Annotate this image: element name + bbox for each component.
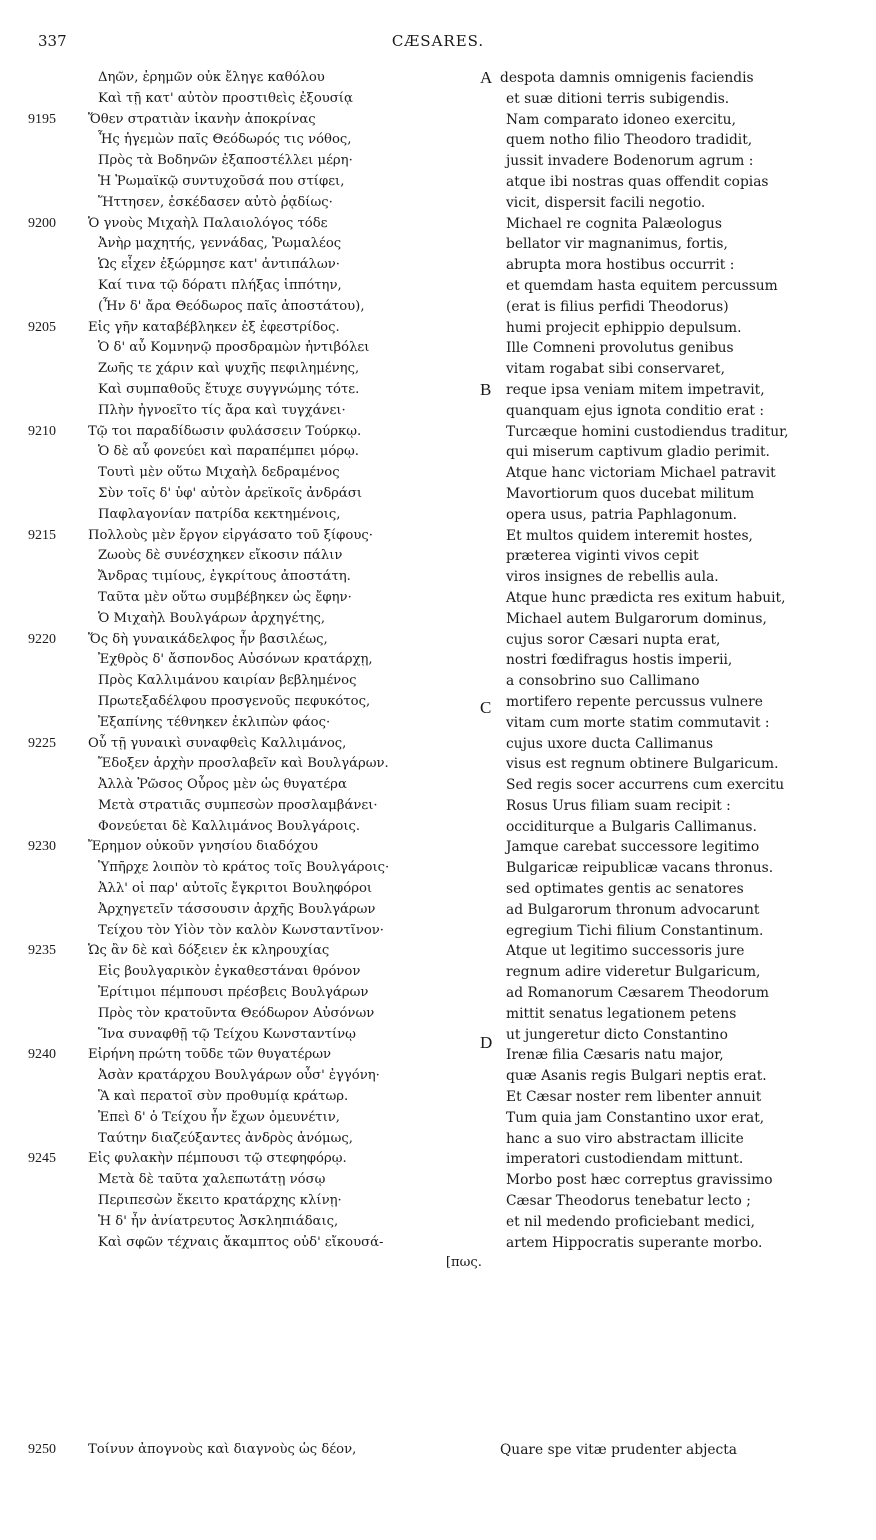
greek-line-number: 9220 (28, 631, 56, 647)
latin-verse-text: Michael autem Bulgarorum dominus, (506, 610, 767, 627)
greek-verse-text: Ἥττησεν, ἐσκέδασεν αὐτὸ ῥᾳδίως· (98, 194, 333, 210)
latin-verse-text: Irenæ filia Cæsaris natu major, (506, 1047, 724, 1064)
greek-verse-text: Ἐξαπίνης τέθνηκεν ἐκλιπὼν φάος· (98, 714, 331, 730)
latin-line (472, 713, 862, 734)
greek-verse-text: Πρὸς Καλλιμάνου καιρίαν βεβλημένος (98, 673, 357, 689)
greek-line (28, 588, 488, 609)
latin-verse-text: vitam cum morte statim commutavit : (506, 714, 770, 731)
greek-line (28, 151, 488, 172)
latin-verse-text: atque ibi nostras quas offendit copias (506, 173, 769, 190)
greek-verse-text: Ἄνδρας τιμίους, ἐγκρίτους ἀποστάτη. (98, 569, 351, 585)
latin-line (472, 941, 862, 962)
latin-line (472, 1191, 862, 1212)
greek-line-number: 9245 (28, 1151, 56, 1167)
greek-verse-text: Ὁ δ' αὖ Κομνηνῷ προσδραμὼν ἠντιβόλει (98, 340, 370, 356)
latin-verse-text: Morbo post hæc correptus gravissimo (506, 1172, 773, 1189)
latin-verse-text: mittit senatus legationem petens (506, 1005, 737, 1022)
latin-line (472, 734, 862, 755)
greek-verse-text: Μετὰ στρατιᾶς συμπεσὼν προσλαμβάνει· (98, 797, 378, 813)
latin-verse-text: ad Romanorum Cæsarem Theodorum (506, 985, 769, 1002)
greek-line (28, 921, 488, 942)
greek-line (28, 817, 488, 838)
latin-verse-text: egregium Tichi filium Constantinum. (506, 922, 764, 939)
greek-line (28, 1045, 488, 1066)
greek-verse-text: Οὗ τῇ γυναικὶ συναφθεὶς Καλλιμάνος, (88, 735, 347, 751)
latin-verse-text: Mavortiorum quos ducebat militum (506, 485, 755, 502)
latin-line (472, 151, 862, 172)
latin-verse-text: Cæsar Theodorus tenebatur lecto ; (506, 1193, 751, 1210)
latin-verse-text: jussit invadere Bodenorum agrum : (506, 153, 754, 170)
latin-line (472, 796, 862, 817)
greek-line (28, 234, 488, 255)
latin-verse-text: sed optimates gentis ac senatores (506, 881, 744, 898)
greek-verse-text: Εἰς γῆν καταβέβληκεν ἐξ ἐφεστρίδος. (88, 319, 340, 335)
greek-verse-text: Δηῶν, ἐρημῶν οὐκ ἔληγε καθόλου (98, 70, 325, 85)
greek-line (28, 650, 488, 671)
greek-verse-text: Ζωῆς τε χάριν καὶ ψυχῆς πεφιλημένης, (98, 361, 360, 377)
latin-verse-text: Tum quia jam Constantino uxor erat, (506, 1109, 765, 1126)
greek-line (28, 89, 488, 110)
greek-verse-text: Ζωοὺς δὲ συνέσχηκεν εἴκοσιν πάλιν (98, 548, 343, 564)
section-marker: B (480, 379, 492, 399)
latin-line (472, 775, 862, 796)
latin-verse-text: Rosus Urus filiam suam recipit : (506, 797, 731, 814)
greek-line (28, 359, 488, 380)
latin-line (472, 505, 862, 526)
greek-verse-text: Καὶ σφῶν τέχναις ἄκαμπτος οὐδ' εἴκουσά- (98, 1234, 384, 1250)
latin-verse-text: Quare spe vitæ prudenter abjecta (500, 1442, 738, 1458)
greek-verse-text: Ὡς ἂν δὲ καὶ δόξειεν ἐκ κληρουχίας (88, 943, 330, 959)
greek-verse-text: Φονεύεται δὲ Καλλιμάνος Βουλγάροις. (98, 818, 361, 834)
greek-verse-text: Περιπεσὼν ἔκειτο κρατάρχης κλίνῃ· (98, 1193, 342, 1209)
latin-line (472, 1170, 862, 1191)
latin-line (472, 858, 862, 879)
latin-verse-text: mortifero repente percussus vulnere (506, 693, 763, 710)
greek-verse-text: Ἀνὴρ μαχητής, γεννάδας, Ῥωμαλέος (98, 236, 342, 252)
greek-verse-text: Ὁ γνοὺς Μιχαὴλ Παλαιολόγος τόδε (88, 215, 328, 231)
greek-verse-text: Καί τινα τῷ δόρατι πλήξας ἱππότην, (98, 277, 342, 293)
latin-line (472, 1108, 862, 1129)
greek-line (28, 214, 488, 235)
greek-verse-text: (Ἦν δ' ἄρα Θεόδωρος παῖς ἀποστάτου), (98, 298, 365, 314)
latin-line (472, 214, 862, 235)
section-marker: C (480, 697, 492, 717)
latin-verse-text: Jamque carebat successore legitimo (506, 839, 760, 856)
greek-line (28, 193, 488, 214)
greek-verse-text: Πλὴν ἠγνοεῖτο τίς ἄρα καὶ τυγχάνει· (98, 402, 346, 418)
latin-verse-text: et nil medendo proficiebant medici, (506, 1213, 755, 1230)
latin-line (472, 338, 862, 359)
greek-line (28, 297, 488, 318)
greek-verse-text: Καὶ τῇ κατ' αὐτὸν προστιθεὶς ἐξουσίᾳ (98, 90, 353, 106)
greek-verse-text: Ἐχθρὸς δ' ἄσπονδος Αὐσόνων κρατάρχῃ, (98, 652, 373, 668)
greek-line (28, 546, 488, 567)
greek-verse-text: Ἐπεὶ δ' ὁ Τείχου ἦν ἔχων ὁμευνέτιν, (98, 1109, 340, 1125)
latin-line (472, 1233, 862, 1254)
latin-line (472, 110, 862, 131)
latin-verse-text: viros insignes de rebellis aula. (506, 569, 719, 586)
section-marker: D (480, 1032, 493, 1052)
latin-verse-text: vicit, dispersit facili negotio. (506, 194, 706, 211)
latin-line (472, 567, 862, 588)
greek-line (28, 442, 488, 463)
latin-line (472, 671, 862, 692)
latin-verse-text: Atque ut legitimo successoris jure (506, 943, 745, 960)
greek-line (28, 1149, 488, 1170)
latin-verse-text: ad Bulgarorum thronum advocarunt (506, 901, 760, 918)
latin-verse-text: occiditurque a Bulgaris Callimanus. (506, 818, 757, 835)
greek-verse-text: Τῷ τοι παραδίδωσιν φυλάσσειν Τούρκῳ. (88, 423, 362, 439)
greek-verse-text: Ἡ Ῥωμαϊκῷ συντυχοῦσά που στίφει, (98, 173, 345, 189)
latin-verse-text: Bulgaricæ reipublicæ vacans thronus. (506, 860, 774, 877)
section-marker: A (480, 68, 493, 87)
greek-line (28, 526, 488, 547)
latin-line (472, 1212, 862, 1233)
greek-line (28, 1004, 488, 1025)
greek-final-line (28, 1440, 488, 1461)
greek-line (28, 941, 488, 962)
greek-line (28, 692, 488, 713)
latin-verse-text: ut jungeretur dicto Constantino (506, 1026, 728, 1043)
greek-verse-text: Ἐρίτιμοι πέμπουσι πρέσβεις Βουλγάρων (98, 985, 369, 1001)
latin-verse-text: imperatori custodiendam mittunt. (506, 1151, 744, 1168)
greek-verse-text: Εἰς βουλγαρικὸν ἐγκαθεστάναι θρόνον (98, 964, 361, 980)
latin-line (472, 921, 862, 942)
greek-verse-text: Ἧς ἡγεμὼν παῖς Θεόδωρός τις νόθος, (98, 132, 352, 148)
page-header (0, 32, 876, 58)
latin-line (472, 1149, 862, 1170)
greek-line (28, 463, 488, 484)
greek-verse-text: Ταύτην διαζεύξαντες ἀνδρὸς ἀνόμως, (98, 1130, 353, 1146)
latin-verse-text: reque ipsa veniam mitem impetravit, (506, 381, 765, 398)
greek-line (28, 401, 488, 422)
greek-line (28, 962, 488, 983)
greek-line (28, 130, 488, 151)
greek-line (28, 505, 488, 526)
latin-verse-text: artem Hippocratis superante morbo. (506, 1234, 763, 1251)
greek-line-number: 9205 (28, 319, 56, 335)
greek-continuation: [πως. (445, 1254, 482, 1270)
running-title: CÆSARES. (391, 32, 485, 50)
latin-line (472, 879, 862, 900)
greek-verse-text: Ὑπῆρχε λοιπὸν τὸ κράτος τοῖς Βουλγάροις· (98, 860, 390, 876)
greek-line (28, 1212, 488, 1233)
latin-verse-text: præterea viginti vivos cepit (506, 548, 699, 565)
greek-line (28, 172, 488, 193)
latin-line (472, 401, 862, 422)
greek-verse-text: Ὅς δὴ γυναικάδελφος ἦν βασιλέως, (88, 631, 328, 647)
greek-line-number: 9250 (28, 1442, 56, 1457)
latin-verse-text: qui miserum captivum gladio perimit. (506, 444, 770, 461)
latin-verse-text: vitam rogabat sibi conservaret, (506, 361, 725, 378)
latin-verse-text: et suæ ditioni terris subigendis. (506, 90, 730, 107)
greek-verse-text: Ἔδοξεν ἀρχὴν προσλαβεῖν καὶ Βουλγάρων. (98, 756, 389, 772)
greek-line (28, 858, 488, 879)
greek-line (28, 422, 488, 443)
greek-verse-text: Ἡ δ' ἦν ἀνίατρευτος Ἀσκληπιάδαις, (98, 1213, 339, 1229)
latin-verse-text: (erat is filius perfidi Theodorus) (506, 298, 729, 315)
latin-line (472, 276, 862, 297)
greek-line (28, 276, 488, 297)
latin-line (472, 900, 862, 921)
greek-line (28, 68, 488, 89)
latin-verse-text: quanquam ejus ignota conditio erat : (506, 402, 765, 419)
greek-verse-text: Ἀρχηγετεῖν τάσσουσιν ἀρχῆς Βουλγάρων (98, 901, 376, 917)
latin-verse-text: abrupta mora hostibus occurrit : (506, 257, 735, 274)
greek-line (28, 1087, 488, 1108)
latin-line (472, 1087, 862, 1108)
greek-line (28, 255, 488, 276)
latin-verse-text: humi projecit ephippio depulsum. (506, 319, 742, 336)
latin-line (472, 130, 862, 151)
latin-line (472, 1129, 862, 1150)
latin-line (472, 422, 862, 443)
latin-column (472, 68, 862, 1253)
latin-line (472, 297, 862, 318)
greek-line (28, 754, 488, 775)
latin-verse-text: a consobrino suo Callimano (506, 673, 700, 690)
greek-verse-text: Ἔρημον οὐκοῦν γνησίου διαδόχου (88, 839, 318, 855)
greek-verse-text: Καὶ συμπαθοῦς ἔτυχε συγγνώμης τότε. (98, 381, 360, 397)
page-number: 337 (38, 32, 67, 50)
greek-verse-text: Ἃ καὶ περατοῖ σὺν προθυμίᾳ κράτωρ. (98, 1089, 349, 1105)
greek-line-number: 9230 (28, 839, 56, 855)
greek-line (28, 671, 488, 692)
greek-verse-text: Ὁ δὲ αὖ φονεύει καὶ παραπέμπει μόρῳ. (98, 444, 359, 460)
latin-verse-text: quæ Asanis regis Bulgari neptis erat. (506, 1068, 767, 1085)
greek-verse-text: Τουτὶ μὲν οὕτω Μιχαὴλ δεδραμένος (98, 465, 340, 481)
latin-verse-text: Atque hunc prædicta res exitum habuit, (506, 589, 786, 606)
latin-verse-text: Michael re cognita Palæologus (506, 215, 722, 232)
latin-line (472, 526, 862, 547)
latin-line (472, 546, 862, 567)
latin-verse-text: Et multos quidem interemit hostes, (506, 527, 753, 544)
greek-line-number: 9210 (28, 423, 56, 439)
greek-line (28, 1066, 488, 1087)
latin-line (472, 359, 862, 380)
greek-verse-text: Ὅθεν στρατιὰν ἱκανὴν ἀποκρίνας (88, 111, 316, 127)
greek-line (28, 879, 488, 900)
greek-verse-text: Πρὸς τὸν κρατοῦντα Θεόδωρον Αὐσόνων (98, 1005, 375, 1021)
latin-line (472, 172, 862, 193)
latin-verse-text: bellator vir magnanimus, fortis, (506, 236, 728, 253)
latin-line (472, 484, 862, 505)
latin-line (472, 1025, 862, 1052)
latin-line (472, 1004, 862, 1025)
latin-line (472, 380, 862, 401)
greek-line (28, 609, 488, 630)
greek-line (28, 318, 488, 339)
greek-line (28, 380, 488, 401)
latin-line (472, 255, 862, 276)
greek-verse-text: Εἰς φυλακὴν πέμπουσι τῷ στεφηφόρῳ. (88, 1151, 347, 1167)
latin-verse-text: opera usus, patria Paphlagonum. (506, 506, 738, 523)
greek-line (28, 1233, 488, 1270)
greek-verse-text: Ἀλλ' οἱ παρ' αὐτοῖς ἔγκριτοι Βουληφόροι (98, 881, 373, 897)
greek-line-number: 9240 (28, 1047, 56, 1063)
latin-verse-text: Nam comparato idoneo exercitu, (506, 111, 736, 128)
latin-line (472, 962, 862, 983)
latin-verse-text: nostri fœdifragus hostis imperii, (506, 652, 733, 669)
greek-column (28, 68, 488, 1270)
greek-verse-text: Τοίνυν ἀπογνοὺς καὶ διαγνοὺς ὡς δέον, (88, 1442, 357, 1457)
latin-line (472, 983, 862, 1004)
greek-line (28, 1170, 488, 1191)
greek-line (28, 338, 488, 359)
latin-verse-text: cujus soror Cæsari nupta erat, (506, 631, 721, 648)
greek-line (28, 837, 488, 858)
latin-line (472, 817, 862, 838)
latin-verse-text: Ille Comneni provolutus genibus (506, 340, 734, 357)
greek-line-number: 9200 (28, 215, 56, 231)
greek-line (28, 796, 488, 817)
greek-line (28, 567, 488, 588)
latin-line (472, 837, 862, 858)
greek-verse-text: Πολλοὺς μὲν ἔργον εἰργάσατο τοῦ ξίφους· (88, 527, 373, 543)
latin-line (472, 650, 862, 671)
latin-verse-text: Atque hanc victoriam Michael patravit (506, 465, 776, 482)
greek-verse-text: Ὡς εἶχεν ἐξώρμησε κατ' ἀντιπάλων· (98, 257, 340, 273)
latin-line (472, 692, 862, 717)
latin-line (472, 318, 862, 339)
greek-verse-text: Ὁ Μιχαὴλ Βουλγάρων ἀρχηγέτης, (98, 610, 326, 626)
greek-verse-text: Μετὰ δὲ ταῦτα χαλεπωτάτῃ νόσῳ (98, 1172, 326, 1188)
latin-verse-text: Turcæque homini custodiendus traditur, (506, 423, 789, 440)
greek-verse-text: Ταῦτα μὲν οὕτω συμβέβηκεν ὡς ἔφην· (98, 589, 352, 605)
latin-line (472, 588, 862, 609)
greek-line (28, 713, 488, 734)
latin-verse-text: Et Cæsar noster rem libenter annuit (506, 1089, 762, 1106)
greek-verse-text: Ἵνα συναφθῇ τῷ Τείχου Κωνσταντίνῳ (98, 1026, 356, 1042)
greek-line (28, 983, 488, 1004)
latin-verse-text: despota damnis omnigenis faciendis (500, 70, 754, 86)
greek-line (28, 775, 488, 796)
latin-line (472, 630, 862, 651)
greek-verse-text: Πρὸς τὰ Βοδηνῶν ἐξαποστέλλει μέρη· (98, 153, 353, 169)
latin-verse-text: cujus uxore ducta Callimanus (506, 735, 714, 752)
latin-verse-text: hanc a suo viro abstractam illicite (506, 1130, 744, 1147)
greek-verse-text: Εἰρήνη πρώτη τοῦδε τῶν θυγατέρων (88, 1047, 331, 1063)
greek-verse-text: Σὺν τοῖς δ' ὑφ' αὐτὸν ἀρεϊκοῖς ἀνδράσι (98, 485, 363, 501)
greek-line (28, 110, 488, 131)
latin-line (472, 89, 862, 110)
latin-final-line (472, 1440, 862, 1461)
greek-verse-text: Τείχου τὸν Υἱὸν τὸν καλὸν Κωνσταντῖνον· (98, 922, 384, 938)
greek-verse-text: Ἀσὰν κρατάρχου Βουλγάρων οὖσ' ἐγγόνη· (98, 1068, 380, 1084)
latin-line (472, 1066, 862, 1087)
greek-line-number: 9235 (28, 943, 56, 959)
greek-line (28, 630, 488, 651)
greek-verse-text: Πρωτεξαδέλφου προσγενοῦς πεφυκότος, (98, 693, 371, 709)
greek-line (28, 1191, 488, 1212)
greek-line-number: 9225 (28, 735, 56, 751)
latin-verse-text: regnum adire videretur Bulgaricum, (506, 964, 761, 981)
greek-line (28, 484, 488, 505)
latin-line (472, 234, 862, 255)
latin-line (472, 193, 862, 214)
latin-line (472, 754, 862, 775)
latin-line (472, 442, 862, 463)
latin-line (472, 1045, 862, 1066)
greek-line (28, 1025, 488, 1046)
latin-line (472, 463, 862, 484)
greek-verse-text: Ἀλλὰ Ῥῶσος Οὖρος μὲν ὡς θυγατέρα (98, 777, 347, 793)
latin-line (472, 68, 862, 89)
latin-verse-text: visus est regnum obtinere Bulgaricum. (506, 756, 779, 773)
greek-line (28, 900, 488, 921)
greek-line (28, 734, 488, 755)
latin-verse-text: Sed regis socer accurrens cum exercitu (506, 777, 785, 794)
greek-line-number: 9195 (28, 111, 56, 127)
greek-line (28, 1129, 488, 1150)
latin-verse-text: quem notho filio Theodoro tradidit, (506, 132, 753, 149)
greek-line-number: 9215 (28, 527, 56, 543)
latin-verse-text: et quemdam hasta equitem percussum (506, 277, 778, 294)
greek-verse-text: Παφλαγονίαν πατρίδα κεκτημένοις, (98, 506, 341, 522)
greek-line (28, 1108, 488, 1129)
latin-line (472, 609, 862, 630)
